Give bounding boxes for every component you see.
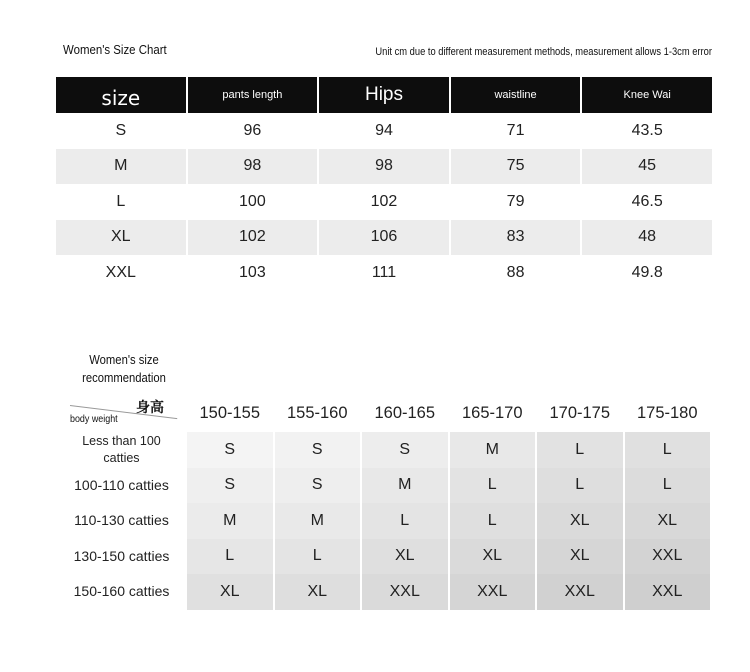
weight-label [56, 468, 187, 504]
height-header: 150-155 [199, 404, 261, 422]
table-row [56, 220, 712, 256]
table-cell: 43.5 [631, 121, 663, 139]
size-cell: L [537, 432, 623, 468]
table-cell: XL [56, 220, 186, 256]
table-row [56, 113, 712, 149]
weight-label-line1: 150-160 catties [73, 583, 170, 600]
size-cell: XL [275, 574, 361, 610]
size-cell: XXL [625, 539, 711, 575]
weight-label-line1: Less than 100 [82, 433, 161, 448]
table-cell: 94 [375, 121, 393, 139]
size-cell: XXL [625, 574, 711, 610]
table-cell: L [116, 192, 126, 210]
table-row [56, 432, 710, 468]
recommendation-header-row [56, 395, 710, 432]
corner-weight-label: body weight [70, 413, 118, 425]
table-cell: 49.8 [631, 263, 663, 281]
table-cell: 100 [239, 192, 266, 210]
size-cell: S [275, 432, 361, 468]
table-cell: 103 [239, 263, 266, 281]
size-cell: XL [450, 539, 536, 575]
header-knee: Knee Wai [582, 77, 712, 113]
table-row [56, 255, 712, 291]
size-cell: XXL [362, 574, 448, 610]
table-cell: 48 [582, 220, 712, 256]
size-chart-title: Women's Size Chart [63, 42, 167, 57]
size-cell: S [275, 468, 361, 504]
table-cell: 79 [506, 192, 525, 210]
recommendation-body [56, 432, 710, 610]
table-cell: 71 [506, 121, 525, 139]
size-chart-table [56, 77, 712, 291]
corner-height-label: 身高 [136, 399, 164, 415]
table-cell: XXL [105, 263, 136, 281]
recommendation-title-line2: recommendation [82, 371, 166, 385]
size-cell: S [187, 432, 273, 468]
table-row [56, 468, 710, 504]
height-headers [187, 395, 710, 432]
table-cell: 46.5 [631, 192, 663, 210]
recommendation-table [56, 395, 710, 610]
height-header: 170-175 [549, 404, 611, 422]
size-cell: L [362, 503, 448, 539]
table-cell: 75 [451, 149, 581, 185]
size-cell: XXL [450, 574, 536, 610]
table-cell: 96 [243, 121, 262, 139]
header-pants-length: pants length [188, 77, 318, 113]
size-cell: L [187, 539, 273, 575]
size-cell: M [450, 432, 536, 468]
recommendation-title-line1: Women's size [89, 353, 159, 367]
weight-label-line2: catties [103, 450, 140, 465]
height-header: 155-160 [286, 404, 348, 422]
size-cell: L [450, 503, 536, 539]
table-cell: 88 [506, 263, 525, 281]
size-cell: S [187, 468, 273, 504]
weight-label [56, 432, 187, 468]
height-header: 165-170 [461, 404, 523, 422]
header-waistline: waistline [451, 77, 581, 113]
height-header: 160-165 [374, 404, 436, 422]
size-cell: L [450, 468, 536, 504]
size-chart-body [56, 113, 712, 291]
size-cell: XL [537, 503, 623, 539]
table-cell: M [56, 149, 186, 185]
size-cell: XXL [537, 574, 623, 610]
size-cell: M [187, 503, 273, 539]
size-cell: XL [537, 539, 623, 575]
weight-label [56, 539, 187, 575]
size-cell: L [625, 432, 711, 468]
table-cell: 98 [319, 149, 449, 185]
table-cell: S [115, 121, 127, 139]
corner-cell [56, 395, 187, 432]
size-cell: XL [362, 539, 448, 575]
size-cell: L [625, 468, 711, 504]
size-cell: L [275, 539, 361, 575]
weight-label [56, 503, 187, 539]
size-cell: L [537, 468, 623, 504]
table-cell: 102 [188, 220, 318, 256]
table-cell: 83 [451, 220, 581, 256]
table-row [56, 149, 712, 185]
size-cell: S [362, 432, 448, 468]
table-cell: 106 [319, 220, 449, 256]
height-header: 175-180 [636, 404, 698, 422]
weight-label-line1: 110-130 catties [74, 512, 169, 529]
weight-label [56, 574, 187, 610]
size-chart-header-row [56, 77, 712, 113]
size-cell: XL [625, 503, 711, 539]
weight-label-line1: 100-110 catties [74, 476, 169, 493]
weight-label-line1: 130-150 catties [73, 547, 170, 564]
unit-note: Unit cm due to different measurement methods, measurement allows 1-3cm error [375, 46, 712, 58]
size-cell: XL [187, 574, 273, 610]
table-row [56, 184, 712, 220]
table-cell: 98 [188, 149, 318, 185]
header-hips: Hips [319, 77, 449, 113]
table-cell: 102 [370, 192, 398, 210]
size-cell: M [275, 503, 361, 539]
header-size: size [56, 77, 186, 113]
recommendation-title [66, 351, 181, 387]
table-row [56, 503, 710, 539]
table-row [56, 574, 710, 610]
table-cell: 111 [371, 263, 397, 281]
table-row [56, 539, 710, 575]
size-cell: M [362, 468, 448, 504]
table-cell: 45 [582, 149, 712, 185]
